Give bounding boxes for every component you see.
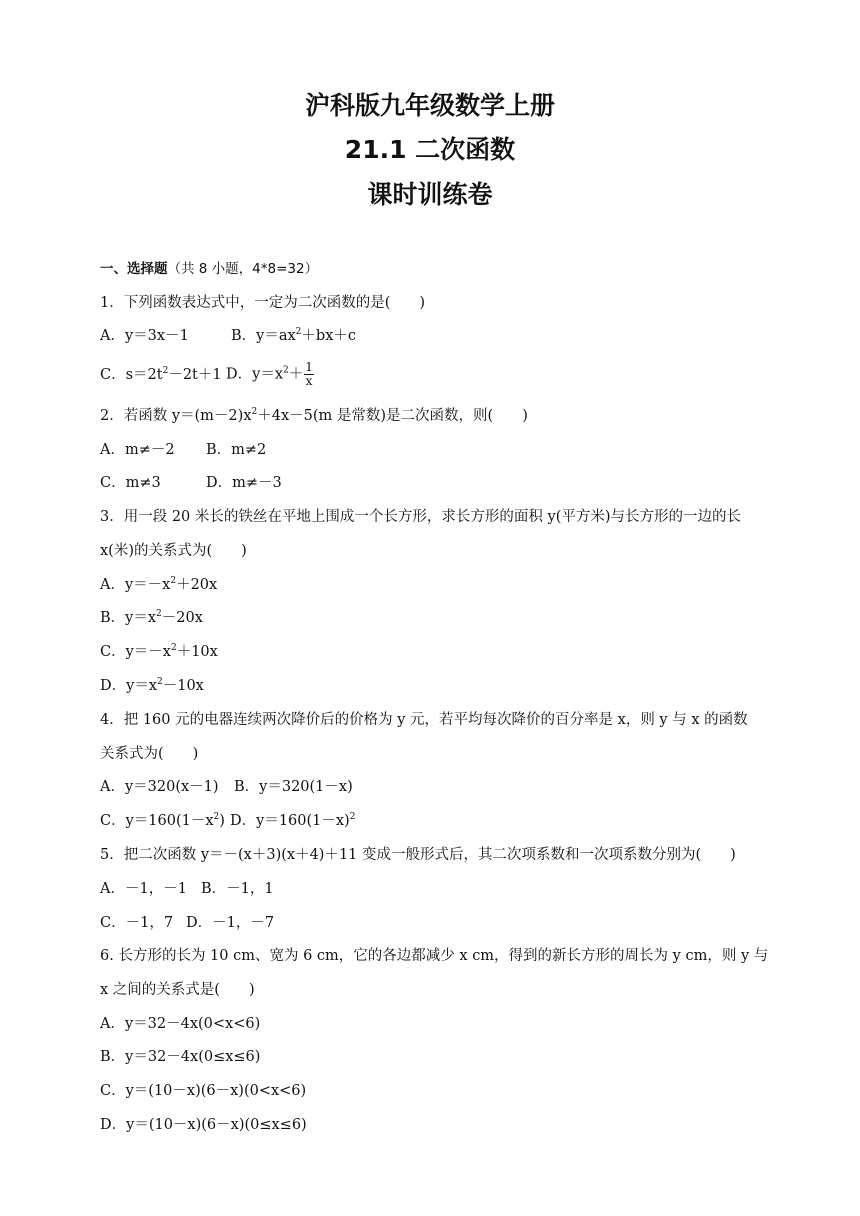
q1-option-d: D．$y=x^2+$ $\frac{1}{x}$: [226, 360, 313, 388]
q2-options-cd: [100, 473, 282, 493]
section-label: 一、选择题: [100, 261, 168, 277]
q6-option-b: B．y＝32－4x(0≤x≤6): [100, 1049, 261, 1065]
q3-stem-line1: 3．用一段 20 米长的铁丝在平地上围成一个长方形，求长方形的面积 y(平方米)与长方形的一边的长: [100, 509, 742, 525]
q1-options-cd: [100, 361, 314, 388]
q1-stem: 1．下列函数表达式中，一定为二次函数的是( ): [100, 295, 426, 311]
doc-title: 沪科版九年级数学上册: [304, 91, 555, 120]
q4-stem-line2: 关系式为( ): [100, 746, 199, 762]
q3-stem-line2: x(米)的关系式为( ): [100, 543, 247, 559]
q6-option-d: D．y＝(10－x)(6－x)(0≤x≤6): [100, 1117, 307, 1133]
q4-option-a: A．y＝320(x－1): [100, 779, 219, 795]
section-note: （共 8 小题，4*8=32）: [167, 261, 319, 277]
q2-option-b: B．m≠2: [206, 442, 267, 458]
q4-options-ab: [100, 777, 353, 797]
q2-stem: 2．若函数 $y=(m-2)x^2+4x-5(m$ 是常数)是二次函数，则( ): [100, 407, 528, 424]
doc-subtitle-type: 课时训练卷: [367, 180, 493, 209]
q5-option-d: D．－1，－7: [186, 915, 275, 931]
q3-option-d: D．$y=x^2-10x$: [100, 677, 204, 694]
q5-option-a: A．－1，－1: [100, 881, 187, 897]
q5-option-c: C．－1，7: [100, 915, 174, 931]
q6-option-c: C．y＝(10－x)(6－x)(0<x<6): [100, 1083, 307, 1099]
q4-option-d: D．$y=160(1-x)^2$: [230, 812, 356, 829]
q4-options-cd: [100, 811, 355, 831]
q2-options-ab: [100, 440, 266, 460]
q5-options-cd: [100, 913, 274, 933]
q5-stem: 5．把二次函数 y＝－(x＋3)(x＋4)＋11 变成一般形式后，其二次项系数和一次项系数分别为( ): [100, 847, 736, 863]
q4-option-c: C．$y=160(1-x^2)$: [100, 812, 225, 829]
q4-stem-line1: 4．把 160 元的电器连续两次降价后的价格为 y 元，若平均每次降价的百分率是 x，则 y 与 x 的函数: [100, 712, 748, 728]
q1-option-b: B．$y=ax^2+bx+c$: [231, 327, 356, 344]
section-heading: [100, 259, 318, 279]
q1-options-ab: [100, 326, 356, 346]
q1-option-a: A．y＝3x－1: [100, 328, 189, 344]
q3-option-b: B．$y=x^2-20x$: [100, 609, 203, 626]
q1-option-c: C．$s=2t^2-2t+1$: [100, 365, 222, 383]
q6-stem-line1: 6. 长方形的长为 10 cm、宽为 6 cm，它的各边都减少 x cm，得到的新长方形的周长为 y cm，则 y 与: [100, 948, 769, 964]
q4-option-b: B．y＝320(1－x): [234, 779, 353, 795]
q1-fraction: $\frac{1}{x}$: [305, 360, 313, 388]
q5-option-b: B．－1，1: [201, 881, 274, 897]
q6-stem-line2: x 之间的关系式是( ): [100, 982, 255, 998]
q6-option-a: A．y＝32－4x(0<x<6): [100, 1016, 261, 1032]
q2-option-d: D．m≠－3: [206, 475, 282, 491]
doc-subtitle-section: 21.1 二次函数: [344, 135, 516, 164]
q5-options-ab: [100, 879, 274, 899]
q2-option-a: A．m≠－2: [100, 442, 175, 458]
q3-option-a: A．$y=-x^2+20x$: [100, 576, 218, 593]
q3-option-c: C．$y=-x^2+10x$: [100, 643, 218, 660]
q2-option-c: C．m≠3: [100, 475, 161, 491]
